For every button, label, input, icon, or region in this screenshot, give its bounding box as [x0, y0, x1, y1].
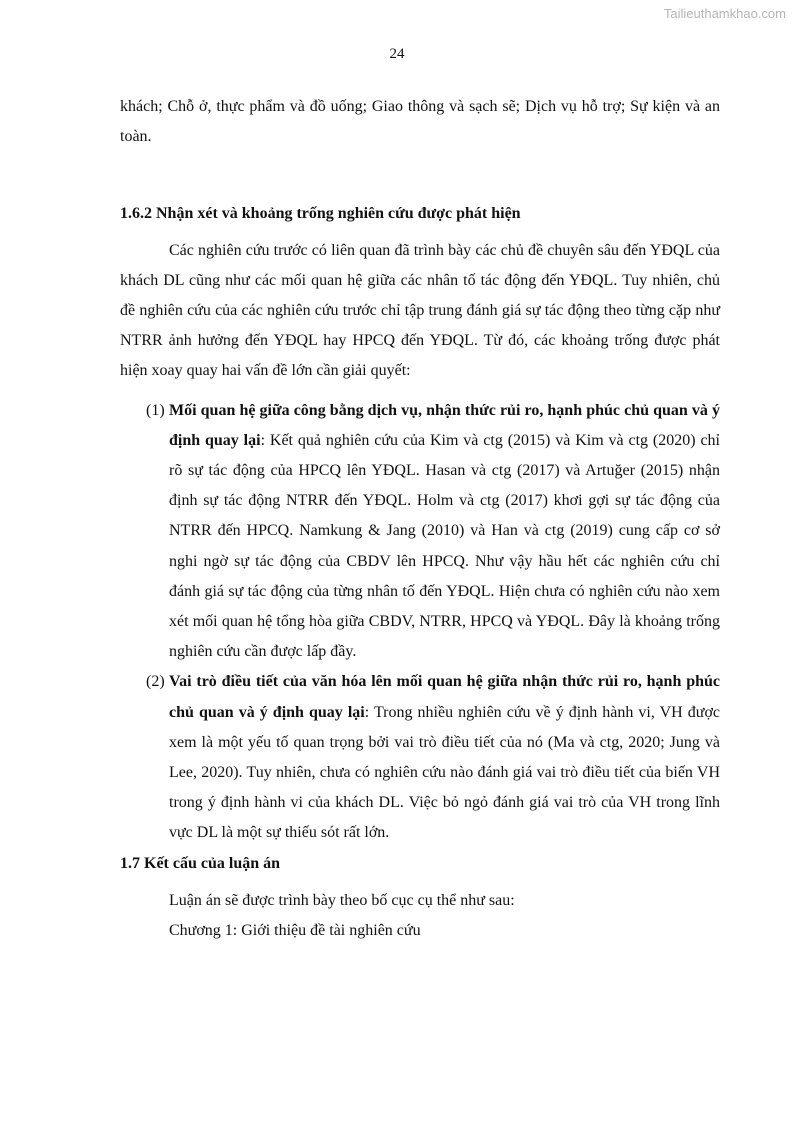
list-item [120, 396, 720, 668]
list-item-number: (2) [146, 673, 165, 691]
list-item-body: : Kết quả nghiên cứu của Kim và ctg (2015) và Kim và ctg (2020) chỉ rõ sự tác động của HPCQ lên YĐQL. Hasan và ctg (2017) và Artuğer (2015) nhận định sự tác động NTRR đến YĐQL. Holm và ctg (2017) khơi gợi sự tác động của NTRR đến HPCQ. Namkung & Jang (2010) và Han và ctg (2019) cung cấp cơ sở nghi ngờ sự tác động của CBDV lên HPCQ. Như vậy hầu hết các nghiên cứu chỉ đánh giá sự tác động của từng nhân tố đến YĐQL. Hiện chưa có nghiên cứu nào xem xét mối quan hệ tổng hòa giữa CBDV, NTRR, HPCQ và YĐQL. Đây là khoảng trống nghiên cứu cần được lấp đầy. [169, 431, 720, 661]
page-content [120, 92, 720, 946]
section-paragraph: Luận án sẽ được trình bày theo bố cục cụ thể như sau: [169, 891, 515, 909]
section-heading-1-7: 1.7 Kết cấu của luận án [120, 854, 281, 872]
list-item-title: Vai trò điều tiết của văn hóa lên mối quan hệ giữa nhận thức rủi ro, hạnh phúc chủ quan và ý định quay lại [169, 673, 720, 721]
list-item [120, 667, 720, 848]
intro-paragraph: khách; Chỗ ở, thực phẩm và đồ uống; Giao thông và sạch sẽ; Dịch vụ hỗ trợ; Sự kiện và an toàn. [120, 98, 720, 146]
list-item-number: (1) [146, 401, 165, 419]
section-heading-1-6-2: 1.6.2 Nhận xét và khoảng trống nghiên cứu được phát hiện [120, 205, 521, 223]
research-gap-list [120, 396, 720, 849]
section-paragraph: Các nghiên cứu trước có liên quan đã trình bày các chủ đề chuyên sâu đến YĐQL của khách DL cũng như các mối quan hệ giữa các nhân tố tác động đến YĐQL. Tuy nhiên, chủ đề nghiên cứu của các nghiên cứu trước chỉ tập trung đánh giá sự tác động theo từng cặp như NTRR ảnh hưởng đến YĐQL hay HPCQ đến YĐQL. Từ đó, các khoảng trống được phát hiện xoay quay hai vấn đề lớn cần giải quyết: [120, 241, 720, 380]
page-number: 24 [389, 46, 405, 62]
list-item-body: : Trong nhiều nghiên cứu về ý định hành vi, VH được xem là một yếu tố quan trọng bởi vai trò điều tiết của nó (Ma và ctg, 2020; Jung và Lee, 2020). Tuy nhiên, chưa có nghiên cứu nào đánh giá vai trò điều tiết của biến VH trong ý định hành vi của khách DL. Việc bỏ ngỏ đánh giá vai trò của VH trong lĩnh vực DL là một sự thiếu sót rất lớn. [169, 703, 721, 842]
list-item-title: Mối quan hệ giữa công bằng dịch vụ, nhận thức rủi ro, hạnh phúc chủ quan và ý định quay lại [169, 401, 720, 449]
chapter-line: Chương 1: Giới thiệu đề tài nghiên cứu [169, 922, 421, 940]
watermark-text: Tailieuthamkhao.com [663, 6, 786, 21]
